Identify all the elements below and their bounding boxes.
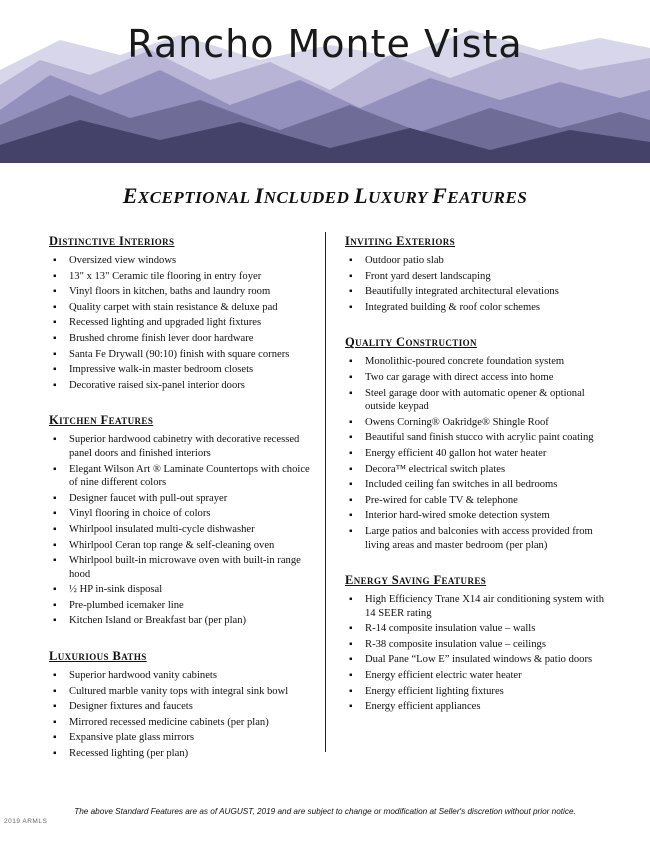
feature-list bbox=[345, 355, 610, 552]
page-title bbox=[0, 183, 650, 209]
section-interiors bbox=[49, 233, 311, 392]
feature-item: ▪ Expansive plate glass mirrors bbox=[49, 731, 311, 745]
section-baths bbox=[49, 648, 311, 761]
feature-item: ▪ Superior hardwood vanity cabinets bbox=[49, 669, 311, 683]
right-column bbox=[345, 233, 610, 734]
feature-item: ▪ High Efficiency Trane X14 air conditioning system with 14 SEER rating bbox=[345, 593, 610, 620]
feature-item: ▪ Kitchen Island or Breakfast bar (per plan) bbox=[49, 614, 311, 628]
feature-item: ▪ Energy efficient lighting fixtures bbox=[345, 685, 610, 699]
feature-list bbox=[345, 254, 610, 314]
feature-item: ▪ Included ceiling fan switches in all bedrooms bbox=[345, 478, 610, 492]
feature-item: ▪ Monolithic-poured concrete foundation system bbox=[345, 355, 610, 369]
feature-item: ▪ Outdoor patio slab bbox=[345, 254, 610, 268]
feature-item: ▪ Impressive walk-in master bedroom closets bbox=[49, 363, 311, 377]
title-initial-1: E bbox=[122, 183, 138, 208]
mountain-header-banner bbox=[0, 0, 650, 163]
section-kitchen bbox=[49, 412, 311, 628]
section-heading: Kitchen Features bbox=[49, 413, 154, 428]
feature-item: ▪ Whirlpool Ceran top range & self-cleaning oven bbox=[49, 539, 311, 553]
feature-item: ▪ Superior hardwood cabinetry with decorative recessed panel doors and finished interiors bbox=[49, 433, 311, 460]
section-exteriors bbox=[345, 233, 610, 314]
feature-item: ▪ Mirrored recessed medicine cabinets (per plan) bbox=[49, 716, 311, 730]
feature-item: ▪ Energy efficient appliances bbox=[345, 700, 610, 714]
feature-item: ▪ Designer fixtures and faucets bbox=[49, 700, 311, 714]
feature-item: ▪ Recessed lighting and upgraded light fixtures bbox=[49, 316, 311, 330]
feature-item: ▪ Designer faucet with pull-out sprayer bbox=[49, 492, 311, 506]
feature-item: ▪ Whirlpool built-in microwave oven with built-in range hood bbox=[49, 554, 311, 581]
feature-list bbox=[49, 433, 311, 628]
feature-item: ▪ Vinyl flooring in choice of colors bbox=[49, 507, 311, 521]
feature-item: ▪ Pre-plumbed icemaker line bbox=[49, 599, 311, 613]
feature-list bbox=[345, 593, 610, 714]
title-word-2: NCLUDED bbox=[263, 188, 350, 207]
feature-item: ▪ Large patios and balconies with access provided from living areas and master bedroom (per plan) bbox=[345, 525, 610, 552]
feature-item: ▪ Front yard desert landscaping bbox=[345, 270, 610, 284]
section-energy bbox=[345, 572, 610, 714]
section-heading: Quality Construction bbox=[345, 335, 477, 350]
feature-item: ▪ Owens Corning® Oakridge® Shingle Roof bbox=[345, 416, 610, 430]
feature-item: ▪ Quality carpet with stain resistance & deluxe pad bbox=[49, 301, 311, 315]
feature-item: ▪ Cultured marble vanity tops with integral sink bowl bbox=[49, 685, 311, 699]
feature-item: ▪ Energy efficient 40 gallon hot water heater bbox=[345, 447, 610, 461]
column-divider bbox=[325, 232, 326, 752]
feature-item: ▪ Decorative raised six-panel interior doors bbox=[49, 379, 311, 393]
section-construction bbox=[345, 334, 610, 552]
title-word-4: EATURES bbox=[447, 188, 528, 207]
feature-item: ▪ Whirlpool insulated multi-cycle dishwasher bbox=[49, 523, 311, 537]
title-initial-2: I bbox=[254, 183, 264, 208]
feature-item: ▪ Oversized view windows bbox=[49, 254, 311, 268]
mls-watermark: 2019 ARMLS bbox=[4, 818, 48, 825]
feature-item: ▪ R-14 composite insulation value – walls bbox=[345, 622, 610, 636]
feature-item: ▪ Pre-wired for cable TV & telephone bbox=[345, 494, 610, 508]
left-column bbox=[49, 233, 311, 781]
feature-item: ▪ Integrated building & roof color schemes bbox=[345, 301, 610, 315]
title-word-1: XCEPTIONAL bbox=[137, 188, 250, 207]
feature-item: ▪ Recessed lighting (per plan) bbox=[49, 747, 311, 761]
feature-item: ▪ 13" x 13" Ceramic tile flooring in entry foyer bbox=[49, 270, 311, 284]
feature-item: ▪ Two car garage with direct access into home bbox=[345, 371, 610, 385]
feature-item: ▪ ½ HP in-sink disposal bbox=[49, 583, 311, 597]
title-word-3: UXURY bbox=[368, 188, 428, 207]
title-initial-4: F bbox=[432, 183, 448, 208]
feature-item: ▪ Decora™ electrical switch plates bbox=[345, 463, 610, 477]
title-initial-3: L bbox=[354, 183, 369, 208]
feature-item: ▪ Steel garage door with automatic opener & optional outside keypad bbox=[345, 387, 610, 414]
feature-item: ▪ Energy efficient electric water heater bbox=[345, 669, 610, 683]
section-heading: Inviting Exteriors bbox=[345, 234, 456, 248]
section-heading: Luxurious Baths bbox=[49, 649, 147, 664]
feature-list bbox=[49, 254, 311, 392]
feature-list bbox=[49, 669, 311, 761]
feature-item: ▪ Beautifully integrated architectural elevations bbox=[345, 285, 610, 299]
feature-item: ▪ Vinyl floors in kitchen, baths and laundry room bbox=[49, 285, 311, 299]
feature-item: ▪ Dual Pane “Low E” insulated windows & patio doors bbox=[345, 653, 610, 667]
feature-item: ▪ R-38 composite insulation value – ceilings bbox=[345, 638, 610, 652]
feature-item: ▪ Interior hard-wired smoke detection system bbox=[345, 509, 610, 523]
brand-title: Rancho Monte Vista bbox=[127, 22, 523, 66]
feature-item: ▪ Beautiful sand finish stucco with acrylic paint coating bbox=[345, 431, 610, 445]
section-heading: Energy Saving Features bbox=[345, 573, 487, 588]
disclaimer-note: The above Standard Features are as of AUGUST, 2019 and are subject to change or modification at Seller's discretion without prior notice. bbox=[74, 807, 576, 816]
feature-item: ▪ Santa Fe Drywall (90:10) finish with square corners bbox=[49, 348, 311, 362]
feature-item: ▪ Elegant Wilson Art ® Laminate Countertops with choice of nine different colors bbox=[49, 463, 311, 490]
section-heading: Distinctive Interiors bbox=[49, 234, 175, 248]
feature-item: ▪ Brushed chrome finish lever door hardware bbox=[49, 332, 311, 346]
